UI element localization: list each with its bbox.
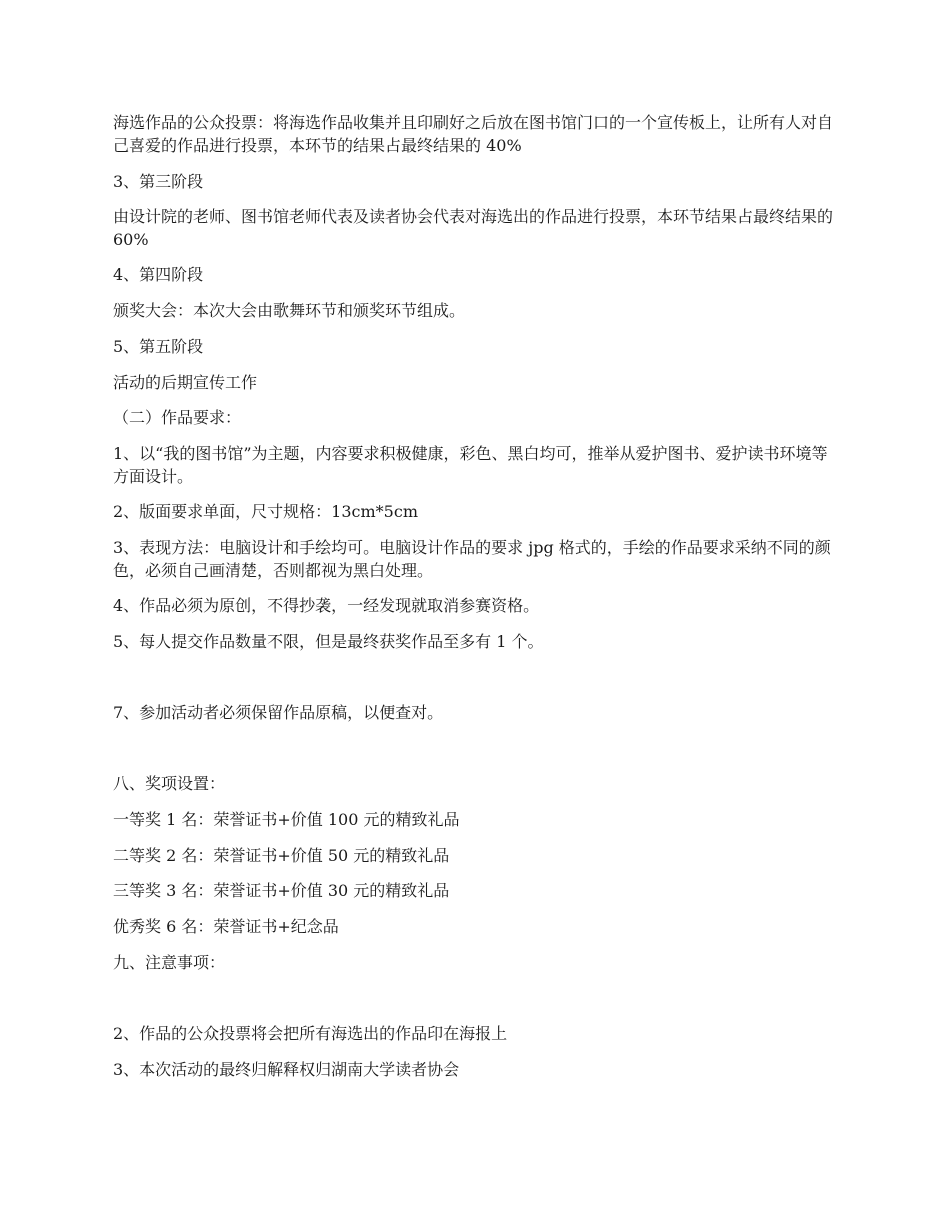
- note-item-2: 2、作品的公众投票将会把所有海选出的作品印在海报上: [113, 1024, 508, 1043]
- heading-awards: 八、奖项设置：: [113, 774, 226, 793]
- award-second-prize: 二等奖 2 名：荣誉证书+价值 50 元的精致礼品: [113, 846, 450, 865]
- paragraph-award-ceremony: 颁奖大会：本次大会由歌舞环节和颁奖环节组成。: [113, 301, 466, 320]
- paragraph-public-voting: 海选作品的公众投票：将海选作品收集并且印刷好之后放在图书馆门口的一个宣传板上，让所有人对自己喜爱的作品进行投票，本环节的结果占最终结果的 40%: [113, 113, 834, 155]
- heading-stage-five: 5、第五阶段: [113, 337, 204, 356]
- paragraph-later-publicity: 活动的后期宣传工作: [113, 373, 258, 392]
- requirement-item-7: 7、参加活动者必须保留作品原稿，以便查对。: [113, 703, 444, 722]
- award-first-prize: 一等奖 1 名：荣誉证书+价值 100 元的精致礼品: [113, 810, 460, 829]
- heading-stage-four: 4、第四阶段: [113, 265, 204, 284]
- requirement-item-1: 1、以“我的图书馆”为主题，内容要求积极健康，彩色、黑白均可，推举从爱护图书、爱护读书环境等方面设计。: [113, 444, 828, 486]
- heading-notes: 九、注意事项：: [113, 953, 226, 972]
- heading-stage-three: 3、第三阶段: [113, 172, 204, 191]
- requirement-item-5: 5、每人提交作品数量不限，但是最终获奖作品至多有 1 个。: [113, 632, 544, 651]
- award-third-prize: 三等奖 3 名：荣誉证书+价值 30 元的精致礼品: [113, 881, 450, 900]
- heading-work-requirements: （二）作品要求：: [113, 408, 242, 427]
- requirement-item-3: 3、表现方法：电脑设计和手绘均可。电脑设计作品的要求 jpg 格式的，手绘的作品要求采纳不同的颜色，必须自己画清楚，否则都视为黑白处理。: [113, 538, 831, 580]
- requirement-item-4: 4、作品必须为原创，不得抄袭，一经发现就取消参赛资格。: [113, 596, 540, 615]
- requirement-item-2: 2、版面要求单面，尺寸规格：13cm*5cm: [113, 502, 418, 521]
- paragraph-stage-three-detail: 由设计院的老师、图书馆老师代表及读者协会代表对海选出的作品进行投票，本环节结果占最终结果的 60%: [113, 207, 834, 249]
- award-excellence-prize: 优秀奖 6 名：荣誉证书+纪念品: [113, 917, 339, 936]
- note-item-3: 3、本次活动的最终归解释权归湖南大学读者协会: [113, 1060, 460, 1079]
